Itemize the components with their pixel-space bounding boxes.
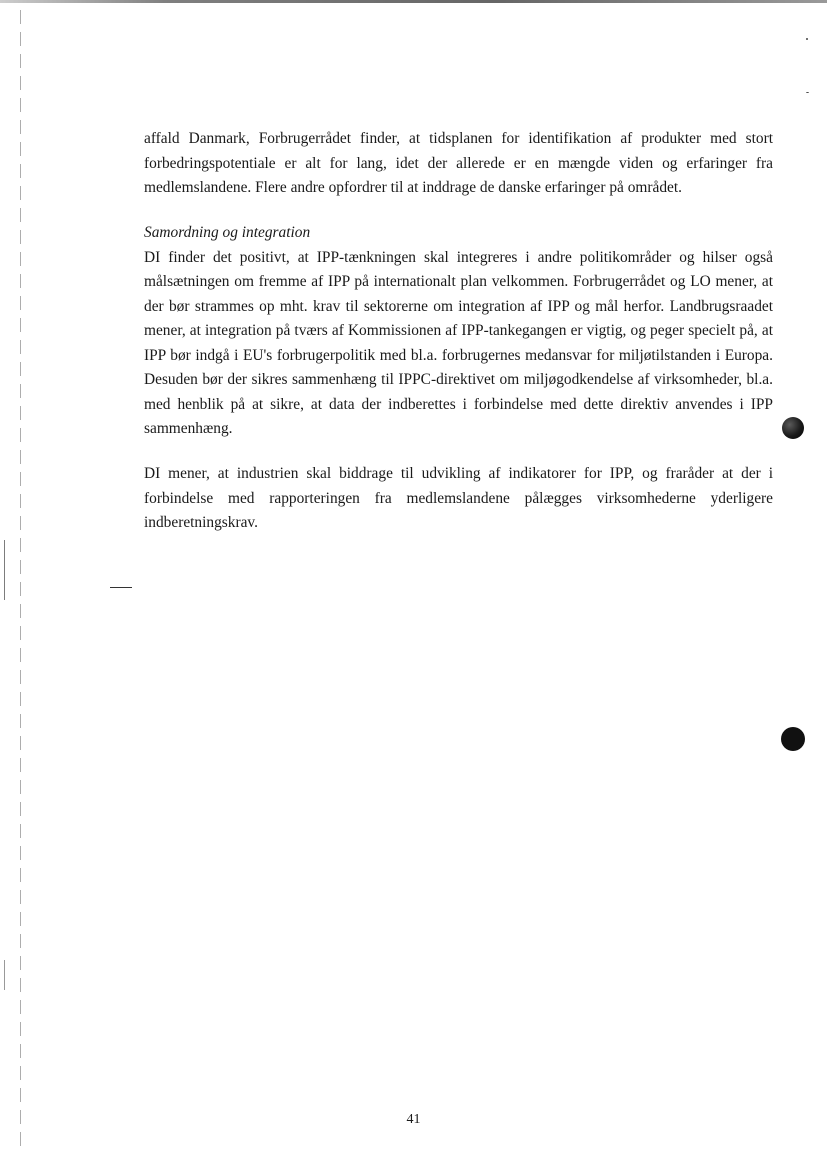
paragraph-1 — [144, 127, 773, 201]
paragraph-3 — [144, 462, 773, 536]
paragraph-3-text: DI mener, at industrien skal biddrage til udvikling af indikatorer for IPP, og fraråder at der i forbindelse med rapporteringen fra medlemslandene pålægges virksomhederne yderligere indberetningskrav. — [144, 465, 773, 531]
section-samordning — [144, 221, 773, 442]
scan-left-edge-mark — [4, 540, 5, 600]
page-number: 41 — [406, 1112, 421, 1127]
paragraph-1-text: affald Danmark, Forbrugerrådet finder, at tidsplanen for identifikation af produkter med stort forbedringspotentiale er alt for lang, idet der allerede er en mængde viden og erfaringer fra medlemslandene. Flere andre opfordrer til at inddrage de danske erfaringer på området. — [144, 130, 773, 196]
punch-hole — [782, 417, 804, 439]
scan-top-edge — [0, 0, 827, 3]
scan-dash-mark — [110, 587, 132, 588]
paragraph-2-text: DI finder det positivt, at IPP-tænkningen skal integreres i andre politikområder og hilser også målsætningen om fremme af IPP på internationalt plan velkommen. Forbrugerrådet og LO mener, at der bør strammes op mht. krav til sektorerne om integration af IPP og mål herfor. Landbrugsraadet mener, at integration på tværs af Kommissionen af IPP-tankegangen er vigtig, og peger specielt på, at IPP bør indgå i EU's forbrugerpolitik med bl.a. forbrugernes medansvar for miljøtilstanden i Europa. Desuden bør der sikres sammenhæng til IPPC-direktivet om miljøgodkendelse af virksomheder, bl.a. med henblik på at sikre, at data der indberettes i forbindelse med dette direktiv anvendes i IPP sammenhæng. — [144, 248, 773, 437]
punch-hole — [781, 727, 805, 751]
section-heading: Samordning og integration — [144, 224, 311, 241]
scan-left-edge-mark — [4, 960, 5, 990]
scan-speck — [806, 92, 809, 93]
scan-speck — [806, 38, 808, 40]
scan-left-edge — [20, 10, 21, 1150]
